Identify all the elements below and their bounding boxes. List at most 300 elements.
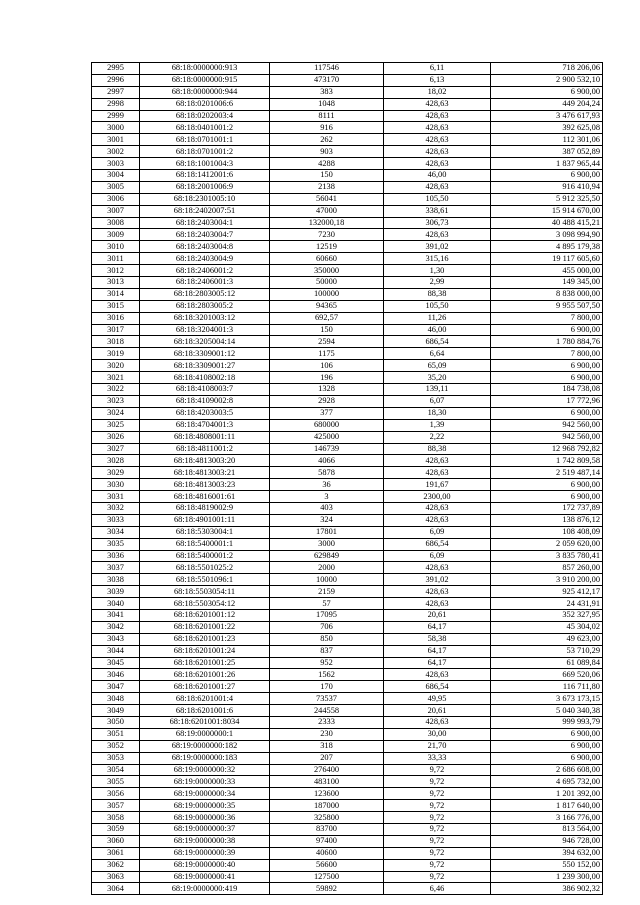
rate-cell: 428,63 — [384, 455, 491, 467]
area-cell: 325800 — [270, 812, 384, 824]
cadastral-number-cell: 68:18:6201001:22 — [140, 621, 270, 633]
area-cell: 629849 — [270, 550, 384, 562]
area-cell: 916 — [270, 122, 384, 134]
rate-cell: 9,72 — [384, 776, 491, 788]
rate-cell: 428,63 — [384, 181, 491, 193]
rate-cell: 105,50 — [384, 300, 491, 312]
cadastral-number-cell: 68:19:0000000:39 — [140, 847, 270, 859]
rate-cell: 315,16 — [384, 253, 491, 265]
area-cell: 377 — [270, 407, 384, 419]
table-row — [92, 526, 603, 538]
value-cell: 3 098 994,90 — [491, 229, 603, 241]
area-cell: 17801 — [270, 526, 384, 538]
value-cell: 925 412,17 — [491, 586, 603, 598]
table-row — [92, 479, 603, 491]
rate-cell: 9,72 — [384, 871, 491, 883]
row-number-cell: 3051 — [92, 728, 140, 740]
area-cell: 7230 — [270, 229, 384, 241]
rate-cell: 30,00 — [384, 728, 491, 740]
cadastral-number-cell: 68:18:4704001:3 — [140, 419, 270, 431]
rate-cell: 686,54 — [384, 538, 491, 550]
rate-cell: 6,13 — [384, 74, 491, 86]
table-row — [92, 312, 603, 324]
area-cell: 483100 — [270, 776, 384, 788]
cadastral-number-cell: 68:18:5400001:1 — [140, 538, 270, 550]
area-cell: 324 — [270, 514, 384, 526]
cadastral-number-cell: 68:18:6201001:6 — [140, 705, 270, 717]
value-cell: 49 623,00 — [491, 633, 603, 645]
row-number-cell: 3054 — [92, 764, 140, 776]
cadastral-number-cell: 68:19:0000000:1 — [140, 728, 270, 740]
row-number-cell: 3044 — [92, 645, 140, 657]
table-row — [92, 360, 603, 372]
rate-cell: 65,09 — [384, 360, 491, 372]
area-cell: 1328 — [270, 384, 384, 396]
row-number-cell: 3041 — [92, 609, 140, 621]
table-row — [92, 86, 603, 98]
value-cell: 387 052,89 — [491, 146, 603, 158]
cadastral-number-cell: 68:18:0201006:6 — [140, 98, 270, 110]
row-number-cell: 3014 — [92, 288, 140, 300]
value-cell: 149 345,00 — [491, 277, 603, 289]
row-number-cell: 3000 — [92, 122, 140, 134]
area-cell: 150 — [270, 170, 384, 182]
value-cell: 19 117 605,60 — [491, 253, 603, 265]
area-cell: 3 — [270, 491, 384, 503]
cadastral-number-cell: 68:19:0000000:41 — [140, 871, 270, 883]
area-cell: 473170 — [270, 74, 384, 86]
table-row — [92, 633, 603, 645]
area-cell: 10000 — [270, 574, 384, 586]
cadastral-number-cell: 68:18:2406001:2 — [140, 265, 270, 277]
rate-cell: 2,99 — [384, 277, 491, 289]
rate-cell: 1,30 — [384, 265, 491, 277]
row-number-cell: 3020 — [92, 360, 140, 372]
table-row — [92, 158, 603, 170]
rate-cell: 9,72 — [384, 788, 491, 800]
cadastral-number-cell: 68:18:4813003:23 — [140, 479, 270, 491]
area-cell: 196 — [270, 372, 384, 384]
rate-cell: 9,72 — [384, 764, 491, 776]
area-cell: 5878 — [270, 467, 384, 479]
table-row — [92, 229, 603, 241]
value-cell: 6 900,00 — [491, 728, 603, 740]
rate-cell: 391,02 — [384, 574, 491, 586]
area-cell: 403 — [270, 502, 384, 514]
rate-cell: 139,11 — [384, 384, 491, 396]
value-cell: 6 900,00 — [491, 491, 603, 503]
table-row — [92, 562, 603, 574]
table-row — [92, 277, 603, 289]
table-row — [92, 705, 603, 717]
area-cell: 680000 — [270, 419, 384, 431]
table-row — [92, 883, 603, 895]
cadastral-number-cell: 68:18:6201001:24 — [140, 645, 270, 657]
cadastral-number-cell: 68:18:3204001:3 — [140, 324, 270, 336]
cadastral-number-cell: 68:18:2403004:8 — [140, 241, 270, 253]
rate-cell: 64,17 — [384, 645, 491, 657]
rate-cell: 2,22 — [384, 431, 491, 443]
value-cell: 718 206,06 — [491, 63, 603, 75]
cadastral-number-cell: 68:18:4813003:21 — [140, 467, 270, 479]
row-number-cell: 3058 — [92, 812, 140, 824]
cadastral-number-cell: 68:18:2001006:9 — [140, 181, 270, 193]
area-cell: 73537 — [270, 693, 384, 705]
row-number-cell: 3006 — [92, 193, 140, 205]
row-number-cell: 3042 — [92, 621, 140, 633]
row-number-cell: 3034 — [92, 526, 140, 538]
row-number-cell: 2997 — [92, 86, 140, 98]
row-number-cell: 3045 — [92, 657, 140, 669]
area-cell: 40600 — [270, 847, 384, 859]
rate-cell: 9,72 — [384, 800, 491, 812]
cadastral-number-cell: 68:18:1412001:6 — [140, 170, 270, 182]
row-number-cell: 3028 — [92, 455, 140, 467]
row-number-cell: 3046 — [92, 669, 140, 681]
table-row — [92, 514, 603, 526]
value-cell: 1 201 392,00 — [491, 788, 603, 800]
value-cell: 53 710,29 — [491, 645, 603, 657]
table-row — [92, 776, 603, 788]
cadastral-number-cell: 68:19:0000000:183 — [140, 752, 270, 764]
rate-cell: 428,63 — [384, 229, 491, 241]
row-number-cell: 3040 — [92, 598, 140, 610]
cadastral-number-cell: 68:18:2803005:2 — [140, 300, 270, 312]
cadastral-number-cell: 68:18:4109002:8 — [140, 395, 270, 407]
row-number-cell: 3037 — [92, 562, 140, 574]
value-cell: 17 772,96 — [491, 395, 603, 407]
area-cell: 47000 — [270, 205, 384, 217]
value-cell: 172 737,89 — [491, 502, 603, 514]
value-cell: 3 910 200,00 — [491, 574, 603, 586]
table-row — [92, 491, 603, 503]
value-cell: 1 742 809,58 — [491, 455, 603, 467]
cadastral-number-cell: 68:18:3309001:27 — [140, 360, 270, 372]
row-number-cell: 3047 — [92, 681, 140, 693]
row-number-cell: 3062 — [92, 859, 140, 871]
area-cell: 350000 — [270, 265, 384, 277]
value-cell: 3 476 617,93 — [491, 110, 603, 122]
table-row — [92, 265, 603, 277]
value-cell: 116 711,80 — [491, 681, 603, 693]
rate-cell: 20,61 — [384, 705, 491, 717]
rate-cell: 306,73 — [384, 217, 491, 229]
value-cell: 6 900,00 — [491, 170, 603, 182]
value-cell: 550 152,00 — [491, 859, 603, 871]
rate-cell: 428,63 — [384, 716, 491, 728]
area-cell: 83700 — [270, 824, 384, 836]
value-cell: 3 835 780,41 — [491, 550, 603, 562]
area-cell: 100000 — [270, 288, 384, 300]
rate-cell: 428,63 — [384, 134, 491, 146]
table-row — [92, 550, 603, 562]
value-cell: 112 301,06 — [491, 134, 603, 146]
rate-cell: 20,61 — [384, 609, 491, 621]
cadastral-number-cell: 68:18:4808001:11 — [140, 431, 270, 443]
area-cell: 318 — [270, 740, 384, 752]
table-row — [92, 728, 603, 740]
rate-cell: 21,70 — [384, 740, 491, 752]
row-number-cell: 2996 — [92, 74, 140, 86]
row-number-cell: 3016 — [92, 312, 140, 324]
rate-cell: 18,30 — [384, 407, 491, 419]
table-row — [92, 835, 603, 847]
value-cell: 4 695 732,00 — [491, 776, 603, 788]
cadastral-number-cell: 68:18:4813003:20 — [140, 455, 270, 467]
value-cell: 669 520,06 — [491, 669, 603, 681]
cadastral-number-cell: 68:18:2803005:12 — [140, 288, 270, 300]
value-cell: 394 632,00 — [491, 847, 603, 859]
value-cell: 6 900,00 — [491, 324, 603, 336]
cadastral-number-cell: 68:18:4108003:7 — [140, 384, 270, 396]
area-cell: 2138 — [270, 181, 384, 193]
row-number-cell: 3023 — [92, 395, 140, 407]
table-row — [92, 788, 603, 800]
area-cell: 12519 — [270, 241, 384, 253]
value-cell: 7 800,00 — [491, 348, 603, 360]
rate-cell: 428,63 — [384, 669, 491, 681]
cadastral-number-cell: 68:19:0000000:35 — [140, 800, 270, 812]
row-number-cell: 3004 — [92, 170, 140, 182]
table-row — [92, 419, 603, 431]
cadastral-number-cell: 68:18:2403004:9 — [140, 253, 270, 265]
value-cell: 45 304,02 — [491, 621, 603, 633]
rate-cell: 686,54 — [384, 681, 491, 693]
area-cell: 3000 — [270, 538, 384, 550]
value-cell: 386 902,32 — [491, 883, 603, 895]
table-row — [92, 716, 603, 728]
area-cell: 837 — [270, 645, 384, 657]
row-number-cell: 3026 — [92, 431, 140, 443]
rate-cell: 1,39 — [384, 419, 491, 431]
area-cell: 706 — [270, 621, 384, 633]
cadastral-number-cell: 68:18:3205004:14 — [140, 336, 270, 348]
row-number-cell: 3061 — [92, 847, 140, 859]
row-number-cell: 3018 — [92, 336, 140, 348]
rate-cell: 391,02 — [384, 241, 491, 253]
value-cell: 6 900,00 — [491, 407, 603, 419]
row-number-cell: 3060 — [92, 835, 140, 847]
table-row — [92, 681, 603, 693]
rate-cell: 428,63 — [384, 502, 491, 514]
area-cell: 132000,18 — [270, 217, 384, 229]
cadastral-number-cell: 68:18:6201001:4 — [140, 693, 270, 705]
cadastral-number-cell: 68:18:3201003:12 — [140, 312, 270, 324]
value-cell: 392 625,08 — [491, 122, 603, 134]
cadastral-number-cell: 68:19:0000000:34 — [140, 788, 270, 800]
cadastral-number-cell: 68:18:4816001:61 — [140, 491, 270, 503]
area-cell: 1562 — [270, 669, 384, 681]
table-row — [92, 395, 603, 407]
row-number-cell: 3038 — [92, 574, 140, 586]
table-row — [92, 847, 603, 859]
table-row — [92, 407, 603, 419]
cadastral-number-cell: 68:18:4108002:18 — [140, 372, 270, 384]
value-cell: 2 519 487,14 — [491, 467, 603, 479]
table-row — [92, 336, 603, 348]
row-number-cell: 3021 — [92, 372, 140, 384]
area-cell: 692,57 — [270, 312, 384, 324]
rate-cell: 6,11 — [384, 63, 491, 75]
row-number-cell: 3031 — [92, 491, 140, 503]
row-number-cell: 3012 — [92, 265, 140, 277]
rate-cell: 6,07 — [384, 395, 491, 407]
table-row — [92, 574, 603, 586]
table-row — [92, 538, 603, 550]
row-number-cell: 3025 — [92, 419, 140, 431]
cadastral-number-cell: 68:18:5400001:2 — [140, 550, 270, 562]
cadastral-number-cell: 68:19:0000000:33 — [140, 776, 270, 788]
table-row — [92, 740, 603, 752]
cadastral-number-cell: 68:18:0401001:2 — [140, 122, 270, 134]
row-number-cell: 3015 — [92, 300, 140, 312]
area-cell: 50000 — [270, 277, 384, 289]
rate-cell: 105,50 — [384, 193, 491, 205]
value-cell: 3 166 776,00 — [491, 812, 603, 824]
row-number-cell: 3013 — [92, 277, 140, 289]
rate-cell: 6,64 — [384, 348, 491, 360]
cadastral-number-cell: 68:18:4203003:5 — [140, 407, 270, 419]
area-cell: 17095 — [270, 609, 384, 621]
area-cell: 850 — [270, 633, 384, 645]
cadastral-number-cell: 68:18:2301005:10 — [140, 193, 270, 205]
table-row — [92, 110, 603, 122]
cadastral-number-cell: 68:18:6201001:8034 — [140, 716, 270, 728]
area-cell: 2333 — [270, 716, 384, 728]
table-row — [92, 122, 603, 134]
area-cell: 146739 — [270, 443, 384, 455]
value-cell: 1 837 965,44 — [491, 158, 603, 170]
table-row — [92, 645, 603, 657]
area-cell: 2000 — [270, 562, 384, 574]
area-cell: 150 — [270, 324, 384, 336]
rate-cell: 686,54 — [384, 336, 491, 348]
area-cell: 2928 — [270, 395, 384, 407]
area-cell: 952 — [270, 657, 384, 669]
row-number-cell: 3010 — [92, 241, 140, 253]
cadastral-number-cell: 68:18:4819002:9 — [140, 502, 270, 514]
value-cell: 1 817 640,00 — [491, 800, 603, 812]
cadastral-number-cell: 68:18:3309001:12 — [140, 348, 270, 360]
area-cell: 230 — [270, 728, 384, 740]
value-cell: 352 327,95 — [491, 609, 603, 621]
rate-cell: 58,38 — [384, 633, 491, 645]
area-cell: 2159 — [270, 586, 384, 598]
rate-cell: 428,63 — [384, 146, 491, 158]
table-row — [92, 859, 603, 871]
rate-cell: 35,20 — [384, 372, 491, 384]
value-cell: 9 955 507,50 — [491, 300, 603, 312]
rate-cell: 46,00 — [384, 324, 491, 336]
table-row — [92, 300, 603, 312]
cadastral-number-cell: 68:18:6201001:23 — [140, 633, 270, 645]
row-number-cell: 3003 — [92, 158, 140, 170]
cadastral-number-cell: 68:18:6201001:26 — [140, 669, 270, 681]
cadastral-number-cell: 68:18:5503054:11 — [140, 586, 270, 598]
rate-cell: 191,67 — [384, 479, 491, 491]
cadastral-number-cell: 68:18:4901001:11 — [140, 514, 270, 526]
rate-cell: 88,38 — [384, 443, 491, 455]
rate-cell: 64,17 — [384, 621, 491, 633]
value-cell: 15 914 670,00 — [491, 205, 603, 217]
value-cell: 6 900,00 — [491, 360, 603, 372]
row-number-cell: 3022 — [92, 384, 140, 396]
rate-cell: 428,63 — [384, 586, 491, 598]
row-number-cell: 3053 — [92, 752, 140, 764]
table-row — [92, 502, 603, 514]
rate-cell: 428,63 — [384, 514, 491, 526]
cadastral-number-cell: 68:19:0000000:37 — [140, 824, 270, 836]
value-cell: 6 900,00 — [491, 86, 603, 98]
table-row — [92, 181, 603, 193]
row-number-cell: 3008 — [92, 217, 140, 229]
table-row — [92, 253, 603, 265]
cadastral-number-cell: 68:18:4811001:2 — [140, 443, 270, 455]
area-cell: 56600 — [270, 859, 384, 871]
table-row — [92, 193, 603, 205]
row-number-cell: 3032 — [92, 502, 140, 514]
row-number-cell: 3001 — [92, 134, 140, 146]
rate-cell: 9,72 — [384, 812, 491, 824]
value-cell: 6 900,00 — [491, 740, 603, 752]
row-number-cell: 3027 — [92, 443, 140, 455]
row-number-cell: 3030 — [92, 479, 140, 491]
row-number-cell: 3055 — [92, 776, 140, 788]
row-number-cell: 3050 — [92, 716, 140, 728]
area-cell: 187000 — [270, 800, 384, 812]
table-row — [92, 824, 603, 836]
table-row — [92, 288, 603, 300]
area-cell: 127500 — [270, 871, 384, 883]
row-number-cell: 3024 — [92, 407, 140, 419]
row-number-cell: 3052 — [92, 740, 140, 752]
table-row — [92, 324, 603, 336]
row-number-cell: 3039 — [92, 586, 140, 598]
rate-cell: 428,63 — [384, 598, 491, 610]
area-cell: 8111 — [270, 110, 384, 122]
row-number-cell: 3009 — [92, 229, 140, 241]
rate-cell: 9,72 — [384, 847, 491, 859]
cadastral-number-cell: 68:18:0202003:4 — [140, 110, 270, 122]
table-row — [92, 609, 603, 621]
area-cell: 106 — [270, 360, 384, 372]
rate-cell: 9,72 — [384, 824, 491, 836]
value-cell: 2 900 532,10 — [491, 74, 603, 86]
table-row — [92, 598, 603, 610]
value-cell: 857 260,00 — [491, 562, 603, 574]
row-number-cell: 3063 — [92, 871, 140, 883]
table-row — [92, 764, 603, 776]
value-cell: 40 488 415,21 — [491, 217, 603, 229]
cadastral-number-cell: 68:18:0701001:2 — [140, 146, 270, 158]
table-row — [92, 657, 603, 669]
table-row — [92, 443, 603, 455]
table-row — [92, 98, 603, 110]
row-number-cell: 3056 — [92, 788, 140, 800]
cadastral-number-cell: 68:18:5303004:1 — [140, 526, 270, 538]
cadastral-number-cell: 68:18:1001004:3 — [140, 158, 270, 170]
table-row — [92, 693, 603, 705]
value-cell: 455 000,00 — [491, 265, 603, 277]
row-number-cell: 3049 — [92, 705, 140, 717]
row-number-cell: 3057 — [92, 800, 140, 812]
value-cell: 5 040 340,38 — [491, 705, 603, 717]
rate-cell: 428,63 — [384, 467, 491, 479]
table-row — [92, 134, 603, 146]
table-row — [92, 431, 603, 443]
value-cell: 12 968 792,82 — [491, 443, 603, 455]
value-cell: 2 059 620,00 — [491, 538, 603, 550]
